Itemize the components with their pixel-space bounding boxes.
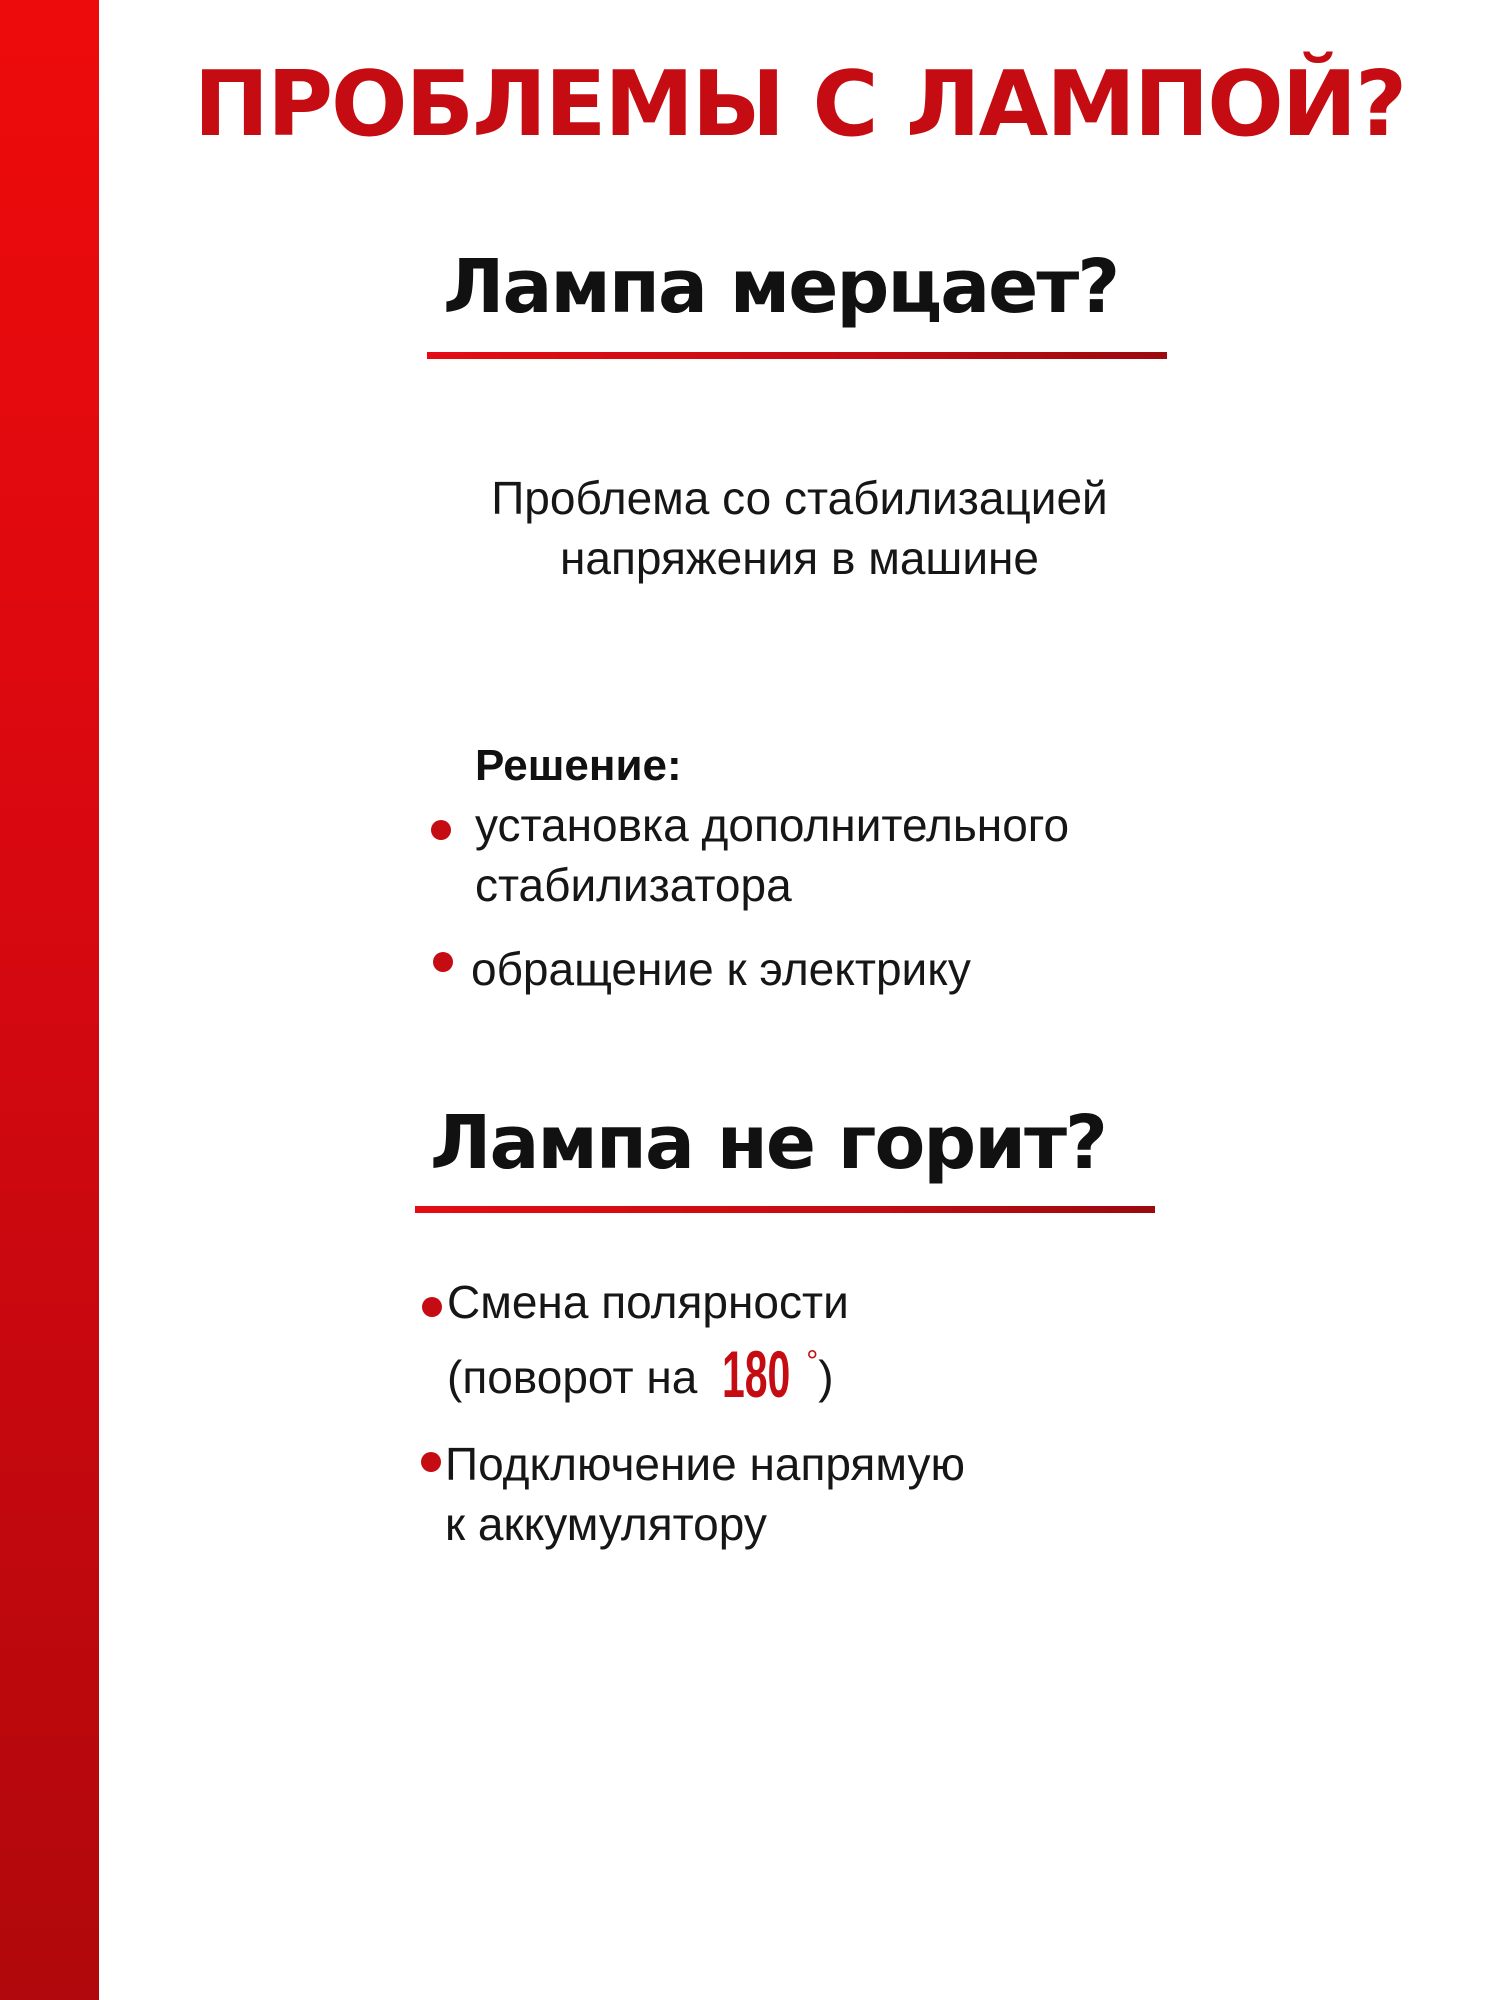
off-item-line-rotation <box>447 1332 849 1411</box>
solution-item-stabilizer <box>475 795 1069 915</box>
off-heading-underline <box>415 1206 1155 1213</box>
rotation-prefix: (поворот на <box>447 1351 698 1403</box>
flicker-heading: Лампа мерцает? <box>443 244 1119 330</box>
bullet-dot-icon <box>422 1297 442 1317</box>
side-accent-bar <box>0 0 99 2000</box>
solution-item-line: установка дополнительного <box>475 799 1070 851</box>
rotation-degree-value: 180 <box>722 1337 791 1411</box>
off-item-line: Подключение напрямую <box>445 1438 965 1490</box>
page-title: ПРОБЛЕМЫ С ЛАМПОЙ? <box>193 52 1406 157</box>
off-item-line: Смена полярности <box>447 1276 849 1328</box>
flicker-problem-text <box>99 468 1500 588</box>
solution-item-line: стабилизатора <box>475 859 792 911</box>
flicker-problem-line: напряжения в машине <box>559 532 1040 584</box>
bullet-dot-icon <box>431 820 451 840</box>
flicker-problem-line: Проблема со стабилизацией <box>491 472 1108 524</box>
solution-item-line: обращение к электрику <box>471 943 971 995</box>
solution-label: Решение: <box>475 741 682 790</box>
degree-sign: ° <box>806 1345 819 1378</box>
bullet-dot-icon <box>421 1452 441 1472</box>
flicker-heading-underline <box>427 352 1167 359</box>
off-item-line: к аккумулятору <box>445 1498 767 1550</box>
rotation-suffix: ) <box>818 1351 834 1403</box>
off-heading: Лампа не горит? <box>430 1100 1106 1186</box>
solution-item-electrician <box>471 939 971 999</box>
off-item-battery <box>445 1434 965 1554</box>
off-item-polarity <box>447 1272 849 1411</box>
bullet-dot-icon <box>433 952 453 972</box>
